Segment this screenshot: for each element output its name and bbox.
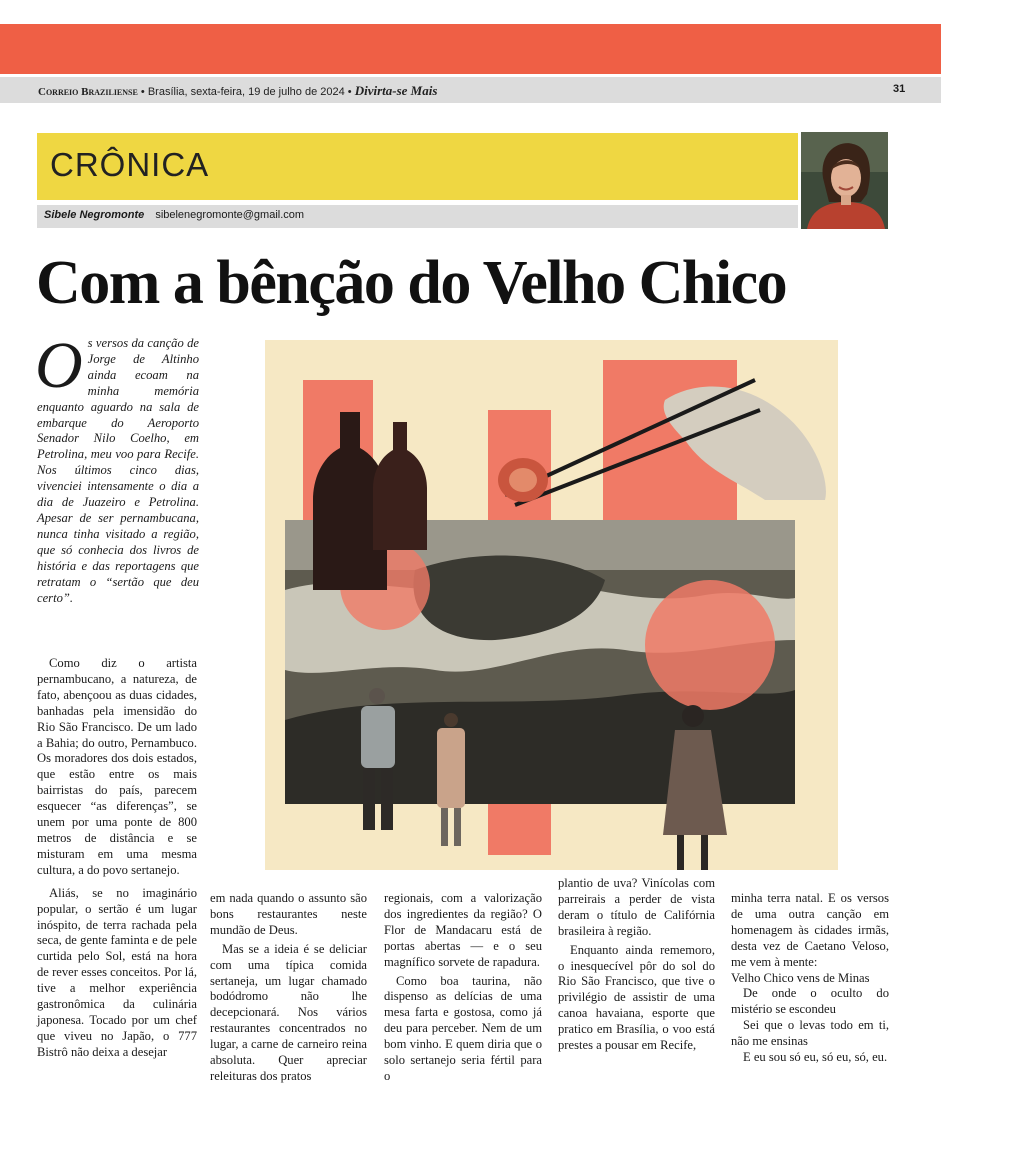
folio-bullet: • — [140, 86, 145, 98]
body-paragraph: em nada quando o assunto são bons restaurantes neste mundão de Deus. — [210, 891, 367, 937]
section-name: Divirta-se Mais — [354, 83, 438, 98]
verse-line: De onde o oculto do mistério se escondeu — [731, 986, 889, 1017]
body-paragraph: plantio de uva? Vinícolas com parreirais a perder de vista deram o título de Califórnia brasileira à região. — [558, 876, 715, 938]
folio-bullet: • — [347, 86, 352, 98]
body-paragraph: Enquanto ainda rememoro, o inesquecível pôr do sol do Rio São Francisco, que tive o privilégio de assistir de uma canoa havaiana, esporte que pratico em Brasília, o voo está prestes a pousar em Recife, — [558, 942, 715, 1053]
body-paragraph: Mas se a ideia é se deliciar com uma típica comida sertaneja, um lugar chamado bodódromo não lhe decepcionará. Nos vários restaurantes concentrados no lugar, a carne de carneiro reina absoluta. Quer apreciar releituras dos pratos — [210, 941, 367, 1083]
article-column-5 — [731, 891, 889, 1066]
author-name: Sibele Negromonte — [44, 209, 145, 221]
author-line — [44, 209, 304, 221]
newspaper-name: Correio Braziliense — [38, 86, 138, 98]
lead-text: s versos da canção de Jorge de Altinho ainda ecoam na minha memória enquanto aguardo na sala de embarque do Aeroporto Senador Nilo Coelho, em Petrolina, meu voo para Recife. Nos últimos cinco dias, vivenciei intensamente o dia a dia de Juazeiro e Petrolina. Apesar de ser pernambucana, nunca tinha visitado a região, que só conhecia dos livros de história e das reportagens que retratam o “sertão que deu certo”. — [37, 336, 199, 605]
drop-cap: O — [35, 329, 83, 402]
author-email: sibelenegromonte@gmail.com — [155, 209, 305, 221]
page-number: 31 — [893, 83, 906, 95]
dateline: Brasília, sexta-feira, 19 de julho de 2024 — [147, 86, 345, 98]
author-photo — [801, 132, 888, 229]
article-column-2 — [210, 891, 367, 1085]
body-paragraph: minha terra natal. E os versos de uma outra canção em homenagem às cidades irmãs, desta vez de Caetano Veloso, me vem à mente: — [731, 891, 889, 969]
folio-line — [38, 83, 437, 99]
article-column-3 — [384, 891, 542, 1085]
body-paragraph: Como boa taurina, não dispenso as delícias de uma mesa farta e gostosa, como já deu para perceber. Nem de um bom vinho. E quem diria que o solo sertanejo seria fértil para o — [384, 973, 542, 1083]
body-paragraph: Aliás, se no imaginário popular, o sertão é um lugar inóspito, de terra rachada pela seca, de gente faminta e de pele curtida pelo Sol, está na hora de rever esses conceitos. Por lá, tive a melhor experiência gastronômica da culinária japonesa. Tocado por um chef que viveu no Japão, o 777 Bistrô não deixa a desejar — [37, 885, 197, 1059]
article-column-1 — [37, 656, 197, 1061]
article-column-4 — [558, 876, 715, 1054]
verse-line: E eu sou só eu, só eu, só, eu. — [743, 1050, 888, 1065]
body-paragraph: Como diz o artista pernambucano, a natureza, de fato, abençoou as duas cidades, banhadas pela imensidão do Rio São Francisco. De um lado a Bahia; do outro, Pernambuco. Os moradores dos dois estados, que estão entre os mais bairristas do país, parecem esquecer “as diferenças”, se unem por uma ponte de 800 metros de distância e se misturam em uma mesma cultura, a do povo sertanejo. — [37, 656, 197, 877]
illustration-collage — [265, 340, 838, 870]
column-label: CRÔNICA — [50, 146, 210, 183]
headline: Com a bênção do Velho Chico — [36, 249, 787, 317]
verse-line: Velho Chico vens de Minas — [731, 970, 870, 985]
person-man — [369, 688, 385, 704]
verse-line: Sei que o levas todo em ti, não me ensinas — [731, 1018, 889, 1049]
person-woman-striped — [444, 713, 458, 727]
lead-paragraph — [35, 329, 199, 606]
body-paragraph: regionais, com a valorização dos ingredientes da região? O Flor de Mandacaru está de portas abertas — e o seu magnífico sorvete de rapadura. — [384, 891, 542, 969]
person-woman-dress — [682, 705, 704, 727]
salmon-circle-right — [645, 580, 775, 710]
top-color-band — [0, 24, 941, 74]
